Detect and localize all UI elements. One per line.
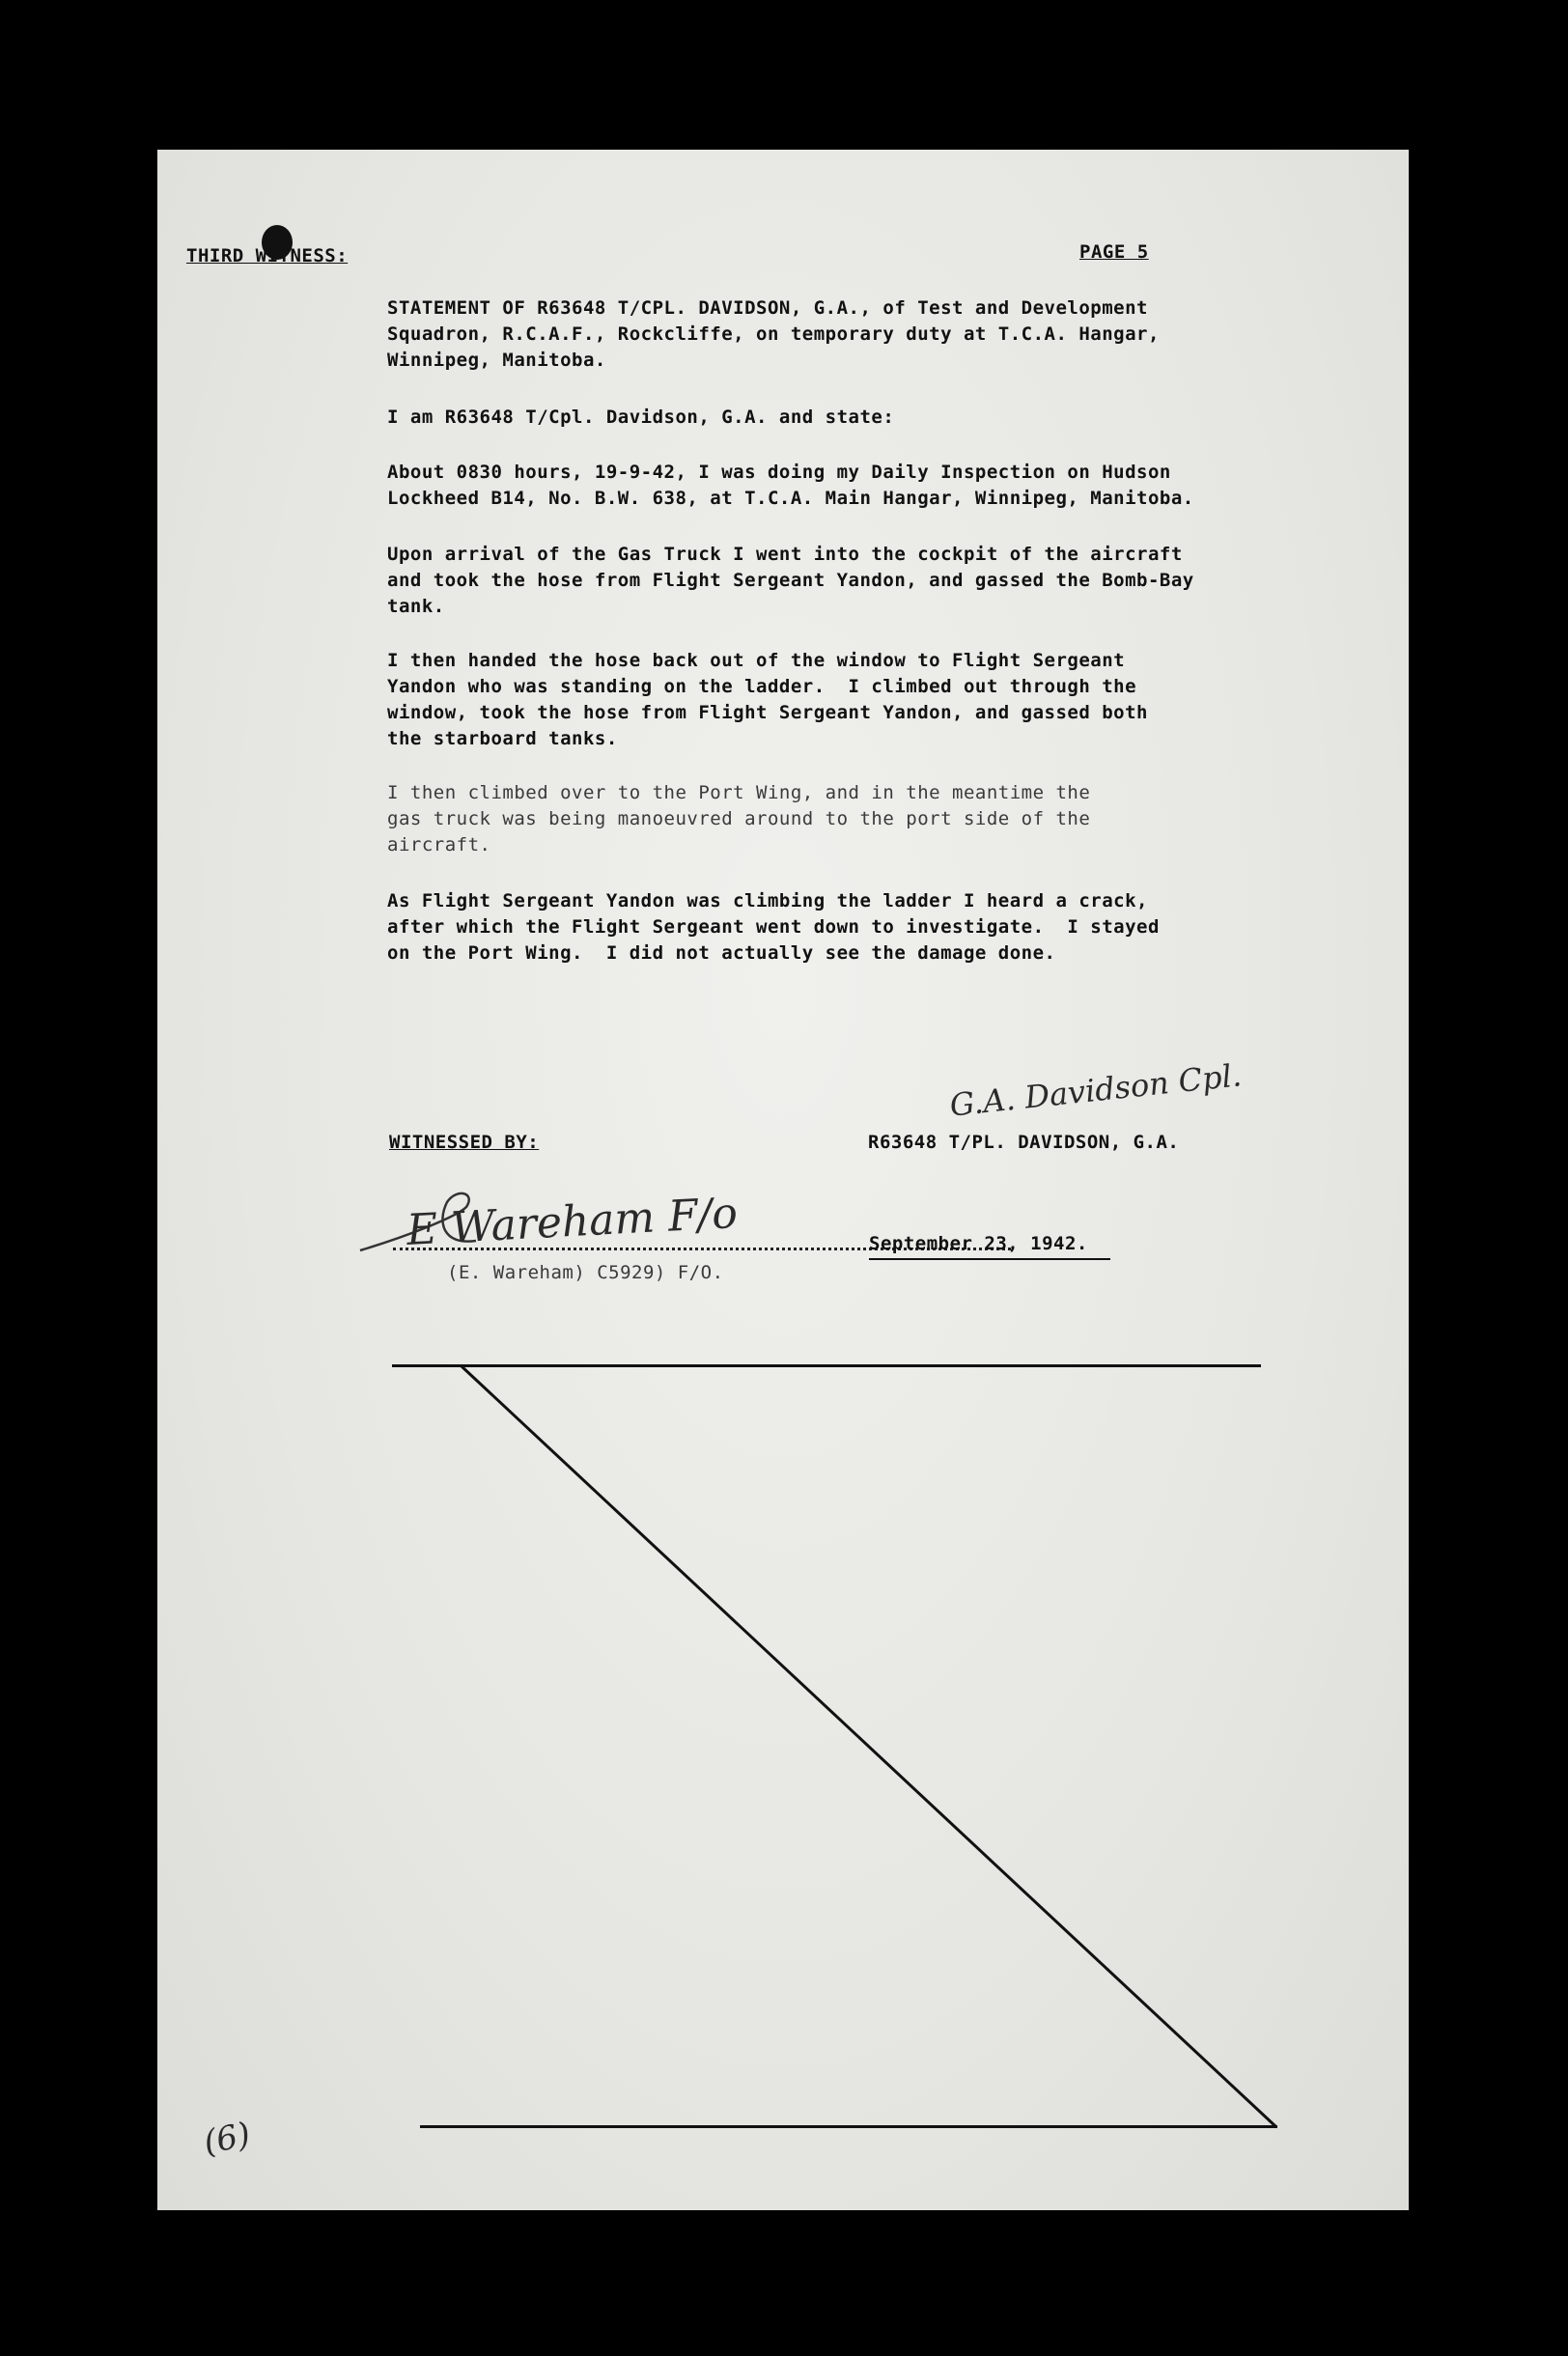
paragraph-line: gas truck was being manoeuvred around to the port side of the [387,808,1091,829]
paragraph-line: About 0830 hours, 19-9-42, I was doing my Daily Inspection on Hudson [387,462,1171,483]
paragraph-line: Upon arrival of the Gas Truck I went into the cockpit of the aircraft [387,544,1183,565]
paragraph-line: and took the hose from Flight Sergeant Yandon, and gassed the Bomb-Bay [387,570,1194,591]
wareham-typed-name: (E. Wareham) C5929) F/O. [447,1262,724,1283]
signature-date: September 23, 1942. [869,1233,1088,1254]
paragraph-line: the starboard tanks. [387,728,618,749]
paragraph-line: on the Port Wing. I did not actually see the damage done. [387,942,1056,964]
title-line: STATEMENT OF R63648 T/CPL. DAVIDSON, G.A., of Test and Development [387,297,1148,319]
title-line: Squadron, R.C.A.F., Rockcliffe, on temporary duty at T.C.A. Hangar, [387,323,1160,345]
paragraph-line: after which the Flight Sergeant went down to investigate. I stayed [387,916,1160,938]
paragraph-line: tank. [387,596,445,617]
paragraph-line: I then handed the hose back out of the window to Flight Sergeant [387,650,1126,671]
paragraph-line: aircraft. [387,834,491,855]
paragraph-line: I then climbed over to the Port Wing, and in the meantime the [387,782,1091,803]
paragraph-line: As Flight Sergeant Yandon was climbing the ladder I heard a crack, [387,890,1148,912]
intro-line: I am R63648 T/Cpl. Davidson, G.A. and state: [387,407,895,428]
margin-note: (6) [200,2115,254,2163]
davidson-typed-name: R63648 T/PL. DAVIDSON, G.A. [868,1132,1180,1153]
witnessed-by-label: WITNESSED BY: [389,1132,540,1153]
cancellation-diagonal [157,150,1409,2210]
paragraph-line: window, took the hose from Flight Sergeant Yandon, and gassed both [387,702,1148,723]
bottom-rule [420,2125,1277,2128]
paragraph-line: Yandon who was standing on the ladder. I climbed out through the [387,676,1137,697]
wareham-signature: E Wareham F/o [405,1189,740,1255]
paragraph-line: Lockheed B14, No. B.W. 638, at T.C.A. Main Hangar, Winnipeg, Manitoba. [387,488,1194,509]
davidson-signature: G.A. Davidson Cpl. [947,1056,1244,1124]
page-number: PAGE 5 [1079,241,1149,263]
title-line: Winnipeg, Manitoba. [387,350,606,371]
document-page [157,150,1409,2210]
witness-label: THIRD WITNESS: [186,245,349,266]
